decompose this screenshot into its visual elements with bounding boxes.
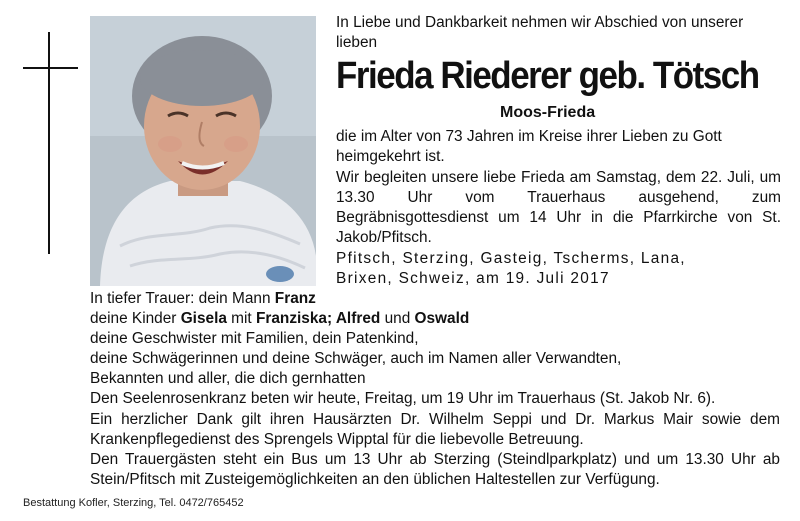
place-line-1: Pfitsch, Sterzing, Gasteig, Tscherms, Lana, [336, 250, 686, 267]
child-name: Franziska; Alfred [255, 310, 381, 328]
cross-horizontal-bar [23, 67, 78, 69]
funeral-home-footer: Bestattung Kofler, Sterzing, Tel. 0472/765452 [23, 497, 244, 509]
mourners-section [90, 289, 780, 490]
place-line-2: Brixen, Schweiz, am 19. Juli 2017 [336, 270, 610, 287]
place-date [336, 249, 781, 289]
mourners-line-4: deine Schwägerinnen und deine Schwäger, auch im Namen aller Verwandten, [90, 350, 622, 368]
cross-vertical-bar [48, 32, 50, 254]
bus-text: Den Trauergästen steht ein Bus um 13 Uhr ab Sterzing (Steindlparkplatz) und um 13.30 Uhr ab Stein/Pfitsch mit Zusteigemöglichkeiten an den üblichen Haltestellen zur Verfügung. [90, 450, 780, 488]
funeral-text: Wir begleiten unsere liebe Frieda am Samstag, dem 22. Juli, um 13.30 Uhr vom Trauerhaus ausgehend, zum Begräbnisgottesdienst um 14 Uhr in die Pfarrkirche von St. Jakob/Pfitsch. [336, 169, 781, 246]
age-text: die im Alter von 73 Jahren im Kreise ihrer Lieben zu Gott heimgekehrt ist. [336, 128, 722, 165]
mourners-prefix: In tiefer Trauer: dein Mann [90, 290, 275, 307]
child-name: Oswald [414, 310, 470, 328]
mourners-line-3: deine Geschwister mit Familien, dein Patenkind, [90, 330, 419, 348]
connector-text: und [380, 310, 415, 328]
portrait-photo [90, 16, 316, 286]
connector-text: mit [226, 310, 256, 328]
mourners-line-2 [90, 309, 780, 329]
child-name: Gisela [180, 310, 227, 328]
nickname: Moos-Frieda [500, 104, 596, 121]
husband-name: Franz [274, 290, 316, 307]
rosary-text: Den Seelenrosenkranz beten wir heute, Freitag, um 19 Uhr im Trauerhaus (St. Jakob Nr. 6). [90, 390, 716, 408]
children-prefix: deine Kinder [90, 310, 181, 328]
mourners-line-5: Bekannten und aller, die dich gernhatten [90, 370, 366, 388]
intro-text: In Liebe und Dankbarkeit nehmen wir Abschied von unserer lieben [336, 14, 744, 51]
thanks-text: Ein herzlicher Dank gilt ihren Hausärzten Dr. Wilhelm Seppi und Dr. Markus Mair sowie dem Krankenpflegedienst des Sprengels Wipptal für die liebevolle Betreuung. [90, 410, 780, 448]
deceased-name: Frieda Riederer geb. Tötsch [336, 55, 759, 97]
mourners-line-1 [90, 289, 780, 309]
